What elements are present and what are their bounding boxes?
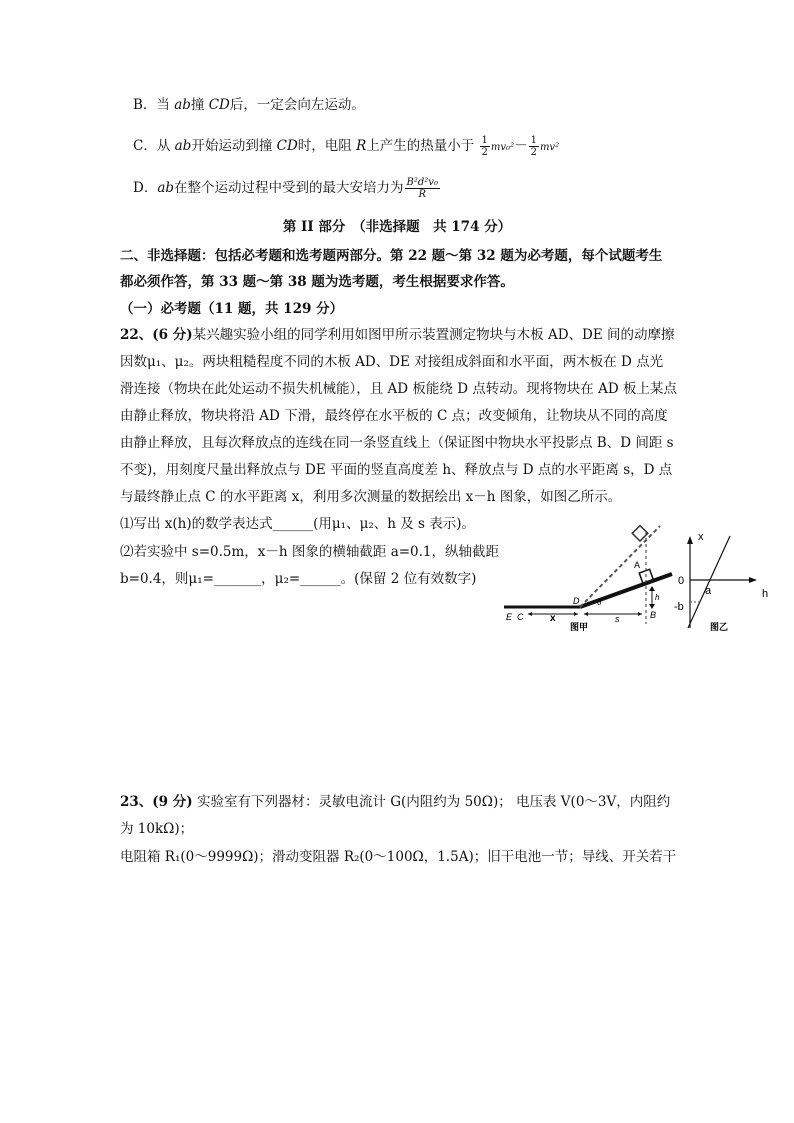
text: 开始运动到撞 (191, 138, 277, 154)
origin-label: 0 (678, 575, 685, 587)
q23-number: 23、(9 分) (120, 794, 193, 810)
label-d: D (573, 596, 580, 606)
q22-line7: 与最终静止点 C 的水平距离 x，利用多次测量的数据绘出 x－h 图象，如图乙所示。 (120, 489, 622, 505)
var-cd: CD (276, 138, 298, 154)
q22-line1: 22、(6 分)某兴趣实验小组的同学利用如图甲所示装置测定物块与木板 AD、DE 间的动摩擦 (120, 327, 675, 343)
axis-label-h: h (762, 588, 769, 600)
intercept-a: a (705, 585, 712, 597)
q22-line2: 因数μ₁、μ₂。两块粗糙程度不同的木板 AD、DE 对接组成斜面和水平面，两木板在 D 点光 (120, 354, 664, 370)
label-h: h (655, 593, 660, 602)
q22-line5: 由静止释放，且每次释放点的连线在同一条竖直线上（保证图中物块水平投影点 B、D 间距 s (120, 435, 674, 451)
q22-subq3: b=0.4，则μ₁=_______，μ₂=______。(保留 2 位有效数字) (120, 571, 477, 587)
label-a: A (634, 560, 641, 570)
graph-line (688, 536, 730, 628)
q22-subq1: ⑴写出 x(h)的数学表达式______(用μ₁、μ₂、h 及 s 表示)。 (120, 516, 476, 532)
figure-yi (672, 530, 772, 634)
q23-line2: 为 10kΩ)； (120, 821, 194, 837)
text: 上产生的热量小于 (366, 138, 479, 154)
q22-line3: 滑连接（物块在此处运动不损失机械能），且 AD 板能绕 D 点转动。现将物块在 AD 板上某点 (120, 381, 677, 397)
x-arrowhead (749, 577, 757, 583)
text: 时，电阻 (297, 138, 357, 154)
label-b: B (650, 610, 657, 620)
option-b-label: B．当 (133, 97, 175, 113)
part2-subtitle: （一）必考题（11 题，共 129 分） (120, 301, 344, 317)
var-ab: ab (174, 138, 192, 154)
fraction-half: $\frac{1}{2}$ (530, 135, 537, 158)
y-arrowhead (687, 536, 693, 544)
board-ad (580, 574, 672, 607)
var-r: R (356, 138, 367, 154)
q22-number: 22、(6 分) (120, 327, 193, 343)
block-tilted (632, 526, 648, 542)
term-mv0: mv₀² (490, 142, 515, 153)
option-c-label: C．从 (133, 138, 175, 154)
text: 撞 (190, 97, 209, 113)
q22-line4: 由静止释放，物块将沿 AD 下滑，最终停在水平板的 C 点；改变倾角，让物块从不同的高度 (120, 408, 668, 424)
intercept-b: -b (674, 601, 684, 613)
option-d-label: D． (133, 180, 158, 196)
label-e: E (506, 612, 513, 622)
var-ab: ab (157, 180, 175, 196)
caption-yi: 图乙 (710, 622, 729, 632)
fraction-force: $\frac{\text{B²d²v₀}}{R}$ (406, 177, 438, 200)
text: 后，一定会向左运动。 (229, 97, 365, 113)
q23-line1: 23、(9 分) 实验室有下列器材：灵敏电流计 G(内阻约为 50Ω)； 电压表 V(0～3V，内阻约 (120, 794, 671, 810)
q22-subq2: ⑵若实验中 s=0.5m，x－h 图象的横轴截距 a=0.1，纵轴截距 (120, 544, 500, 560)
caption-jia: 图甲 (570, 622, 589, 632)
var-cd: CD (208, 97, 230, 113)
minus: － (514, 138, 528, 154)
part2-line1: 二、非选择题：包括必考题和选考题两部分。第 22 题～第 32 题为必考题，每个试题考生 (120, 248, 663, 264)
board-ad-tilted (580, 526, 660, 607)
fraction-half: $\frac{1}{2}$ (481, 135, 488, 158)
option-c (133, 135, 559, 158)
var-ab: ab (174, 97, 191, 113)
q22-line6: 不变)，用刻度尺量出释放点与 DE 平面的竖直高度差 h、释放点与 D 点的水平距离 s，D 点 (120, 462, 673, 478)
part2-line2: 都必须作答，第 33 题～第 38 题为选考题，考生根据要求作答。 (120, 274, 514, 290)
option-b (133, 95, 365, 115)
label-c: C (517, 612, 524, 622)
section-title: 第 II 部分 （非选择题 共 174 分） (282, 219, 512, 235)
option-d (133, 177, 441, 200)
axis-label-x: x (698, 531, 704, 543)
q23-line3: 电阻箱 R₁(0～9999Ω)；滑动变阻器 R₂(0～100Ω，1.5A)；旧干电池一节；导线、开关若干 (120, 849, 677, 865)
label-theta: θ (597, 598, 602, 607)
figure-jia (500, 524, 680, 632)
label-x: x (550, 613, 556, 624)
text: 在整个运动过程中受到的最大安培力为 (174, 180, 404, 196)
term-mv: mv² (539, 142, 560, 153)
label-s: s (615, 614, 620, 624)
